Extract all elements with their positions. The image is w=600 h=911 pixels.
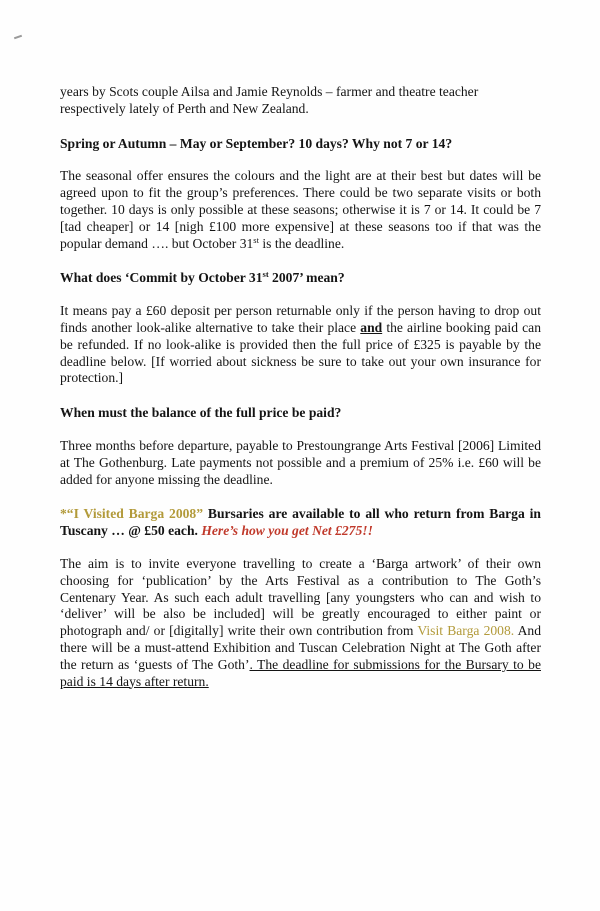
bursary-red-note: Here’s how you get Net £275!! bbox=[201, 523, 373, 539]
paragraph-when bbox=[60, 168, 541, 252]
when-sup: st bbox=[253, 234, 259, 245]
document-body bbox=[60, 84, 541, 690]
bursary-text-2: And there will be a must-attend Exhibition and Tuscan Celebration Night at The Goth after the return as ‘guests of The Goth’ bbox=[60, 623, 542, 672]
bursary-text-1: The aim is to invite everyone travelling to create a ‘Barga artwork’ of their own choosing for ‘publication’ by the Arts Festival as a contribution to The Goth’s Centenary Year. As such each adult travelling [any youngsters who can and wish to ‘deliver’ will be also be included] will be greatly encouraged to either paint or photograph and/ or [digitally] write their own contribution from bbox=[60, 555, 541, 639]
bursary-gold-title: *“I Visited Barga 2008” bbox=[60, 506, 204, 522]
intro-line-2: respectively lately of Perth and New Zealand. bbox=[60, 100, 309, 116]
heading-bursary bbox=[60, 506, 541, 540]
bursary-gold-inline: Visit Barga 2008. bbox=[417, 623, 515, 639]
paragraph-commit bbox=[60, 303, 541, 387]
heading-balance: When must the balance of the full price be paid? bbox=[60, 405, 342, 421]
paragraph-bursary bbox=[60, 556, 541, 690]
bursary-heading-rest: Bursaries are available to all who return from Barga in Tuscany … @ £50 each. bbox=[60, 506, 541, 539]
commit-heading-b: 2007’ mean? bbox=[268, 270, 345, 286]
intro-line-1: years by Scots couple Ailsa and Jamie Reynolds – farmer and theatre teacher bbox=[60, 84, 479, 99]
heading-commit bbox=[60, 270, 541, 287]
scan-mark bbox=[14, 35, 22, 40]
commit-text-1: It means pay a £60 deposit per person returnable only if the person having to drop out finds another look-alike alternative to take their place bbox=[60, 303, 541, 335]
bursary-deadline-underlined: . The deadline for submissions for the Bursary to be paid is 14 days after return. bbox=[60, 656, 541, 689]
when-text: The seasonal offer ensures the colours and the light are at their best but dates will be agreed upon to fit the group’s preferences. There could be two separate visits or both together. 10 days is only possible at these seasons; otherwise it is 7 or 14. It could be 7 [tad cheaper] or 14 [nigh £100 more expensive] at these seasons too if that was the popular demand …. but October 31 bbox=[60, 168, 541, 251]
commit-text-2: the airline booking paid can be refunded. If no look-alike is provided then the full price of £325 is payable by the deadline below. [If worried about sickness be sure to take out your own insurance for protection.] bbox=[60, 319, 541, 386]
commit-and: and bbox=[360, 319, 383, 335]
paragraph-balance: Three months before departure, payable to Prestoungrange Arts Festival [2006] Limited at The Gothenburg. Late payments not possible and a premium of 25% i.e. £60 will be added for anyone missing the deadline. bbox=[60, 437, 541, 487]
heading-when: Spring or Autumn – May or September? 10 days? Why not 7 or 14? bbox=[60, 135, 453, 151]
commit-heading-a: What does ‘Commit by October 31 bbox=[60, 270, 263, 286]
when-text-end: is the deadline. bbox=[258, 235, 345, 251]
commit-heading-sup: st bbox=[262, 269, 269, 280]
